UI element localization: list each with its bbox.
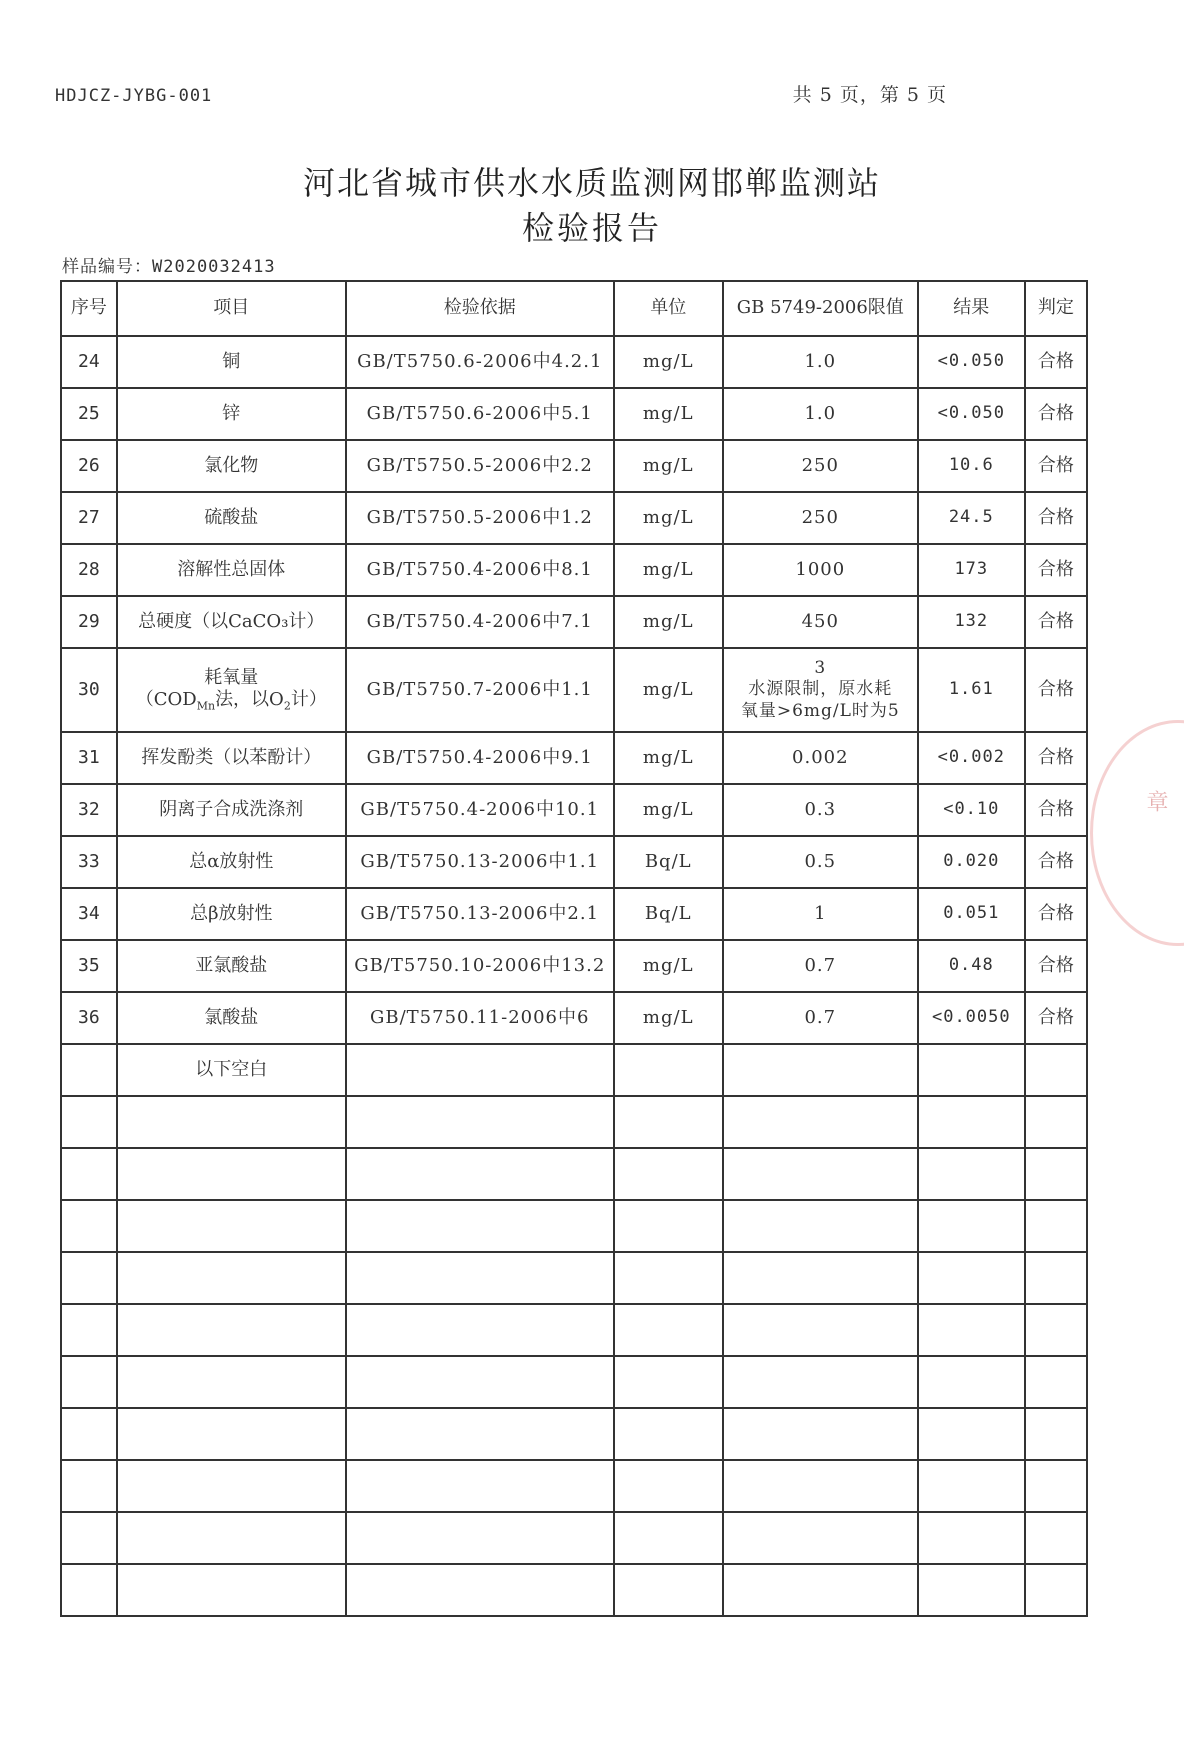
- cell-no: 34: [61, 888, 117, 940]
- cell-verdict: 合格: [1025, 992, 1087, 1044]
- cell-empty: [1025, 1044, 1087, 1096]
- table-row-empty: [61, 1512, 1087, 1564]
- cell-item-line1: 耗氧量: [204, 666, 259, 688]
- cell-result: 0.020: [918, 836, 1025, 888]
- cell-no: 32: [61, 784, 117, 836]
- table-row: [61, 836, 1087, 888]
- cell-verdict: 合格: [1025, 784, 1087, 836]
- cell-empty: [346, 1044, 614, 1096]
- cell-no: 24: [61, 336, 117, 388]
- cell-item: 铜: [117, 336, 346, 388]
- cell-basis: GB/T5750.4-2006中10.1: [346, 784, 614, 836]
- cell-basis: GB/T5750.7-2006中1.1: [346, 648, 614, 732]
- cell-limit-line3: 氧量>6mg/L时为5: [740, 700, 900, 721]
- cell-no: 25: [61, 388, 117, 440]
- table-row: [61, 888, 1087, 940]
- table-row-empty: [61, 1252, 1087, 1304]
- cell-result: <0.0050: [918, 992, 1025, 1044]
- cell-result: <0.10: [918, 784, 1025, 836]
- cell-limit: 1000: [723, 544, 918, 596]
- cell-no: 36: [61, 992, 117, 1044]
- cell-limit: 0.5: [723, 836, 918, 888]
- cell-limit-line2: 水源限制，原水耗: [748, 679, 893, 700]
- cell-empty: [723, 1044, 918, 1096]
- table-row-blank-note: [61, 1044, 1087, 1096]
- header-no: 序号: [61, 281, 117, 336]
- cell-verdict: 合格: [1025, 732, 1087, 784]
- table-row: [61, 940, 1087, 992]
- cell-no: 35: [61, 940, 117, 992]
- cell-no: 29: [61, 596, 117, 648]
- cell-result: 24.5: [918, 492, 1025, 544]
- cell-item: 总硬度（以CaCO₃计）: [117, 596, 346, 648]
- cell-basis: GB/T5750.4-2006中7.1: [346, 596, 614, 648]
- cell-basis: GB/T5750.13-2006中1.1: [346, 836, 614, 888]
- header-item: 项目: [117, 281, 346, 336]
- table-row: [61, 648, 1087, 732]
- header-unit: 单位: [614, 281, 723, 336]
- cell-item: 溶解性总固体: [117, 544, 346, 596]
- header-verdict: 判定: [1025, 281, 1087, 336]
- table-row-empty: [61, 1200, 1087, 1252]
- cell-basis: GB/T5750.11-2006中6: [346, 992, 614, 1044]
- cell-item: [117, 648, 346, 732]
- cell-unit: mg/L: [614, 336, 723, 388]
- cell-limit: 0.7: [723, 992, 918, 1044]
- cell-result: 1.61: [918, 648, 1025, 732]
- header-result: 结果: [918, 281, 1025, 336]
- cell-unit: mg/L: [614, 784, 723, 836]
- cell-basis: GB/T5750.4-2006中8.1: [346, 544, 614, 596]
- cell-verdict: 合格: [1025, 440, 1087, 492]
- table-row-empty: [61, 1096, 1087, 1148]
- table-row: [61, 336, 1087, 388]
- cell-unit: mg/L: [614, 648, 723, 732]
- cell-limit: 250: [723, 440, 918, 492]
- table-row-empty: [61, 1148, 1087, 1200]
- cell-verdict: 合格: [1025, 388, 1087, 440]
- table-header-row: [61, 281, 1087, 336]
- table-row-empty: [61, 1460, 1087, 1512]
- header-limit: GB 5749-2006限值: [723, 281, 918, 336]
- table-row: [61, 992, 1087, 1044]
- inspection-table: [60, 280, 1088, 1617]
- page-info: 共 5 页，第 5 页: [792, 84, 947, 106]
- cell-limit: 450: [723, 596, 918, 648]
- cell-basis: GB/T5750.5-2006中1.2: [346, 492, 614, 544]
- cell-no: 31: [61, 732, 117, 784]
- cell-verdict: 合格: [1025, 336, 1087, 388]
- report-title: 河北省城市供水水质监测网邯郸监测站: [302, 164, 881, 202]
- cell-unit: mg/L: [614, 992, 723, 1044]
- cell-basis: GB/T5750.6-2006中5.1: [346, 388, 614, 440]
- table-row: [61, 784, 1087, 836]
- table-row-empty: [61, 1564, 1087, 1616]
- cell-empty: [61, 1044, 117, 1096]
- official-seal-text: 章: [1143, 790, 1168, 812]
- cell-basis: GB/T5750.6-2006中4.2.1: [346, 336, 614, 388]
- cell-limit: [723, 648, 918, 732]
- cell-item: 亚氯酸盐: [117, 940, 346, 992]
- cell-item: 氯化物: [117, 440, 346, 492]
- cell-limit: 0.7: [723, 940, 918, 992]
- cell-result: <0.002: [918, 732, 1025, 784]
- cell-unit: mg/L: [614, 440, 723, 492]
- cell-item: 氯酸盐: [117, 992, 346, 1044]
- cell-result: 173: [918, 544, 1025, 596]
- cell-verdict: 合格: [1025, 596, 1087, 648]
- cell-basis: GB/T5750.13-2006中2.1: [346, 888, 614, 940]
- cell-item: 总β放射性: [117, 888, 346, 940]
- document-code: HDJCZ-JYBG-001: [55, 86, 213, 106]
- table-row: [61, 596, 1087, 648]
- header-basis: 检验依据: [346, 281, 614, 336]
- table-row: [61, 732, 1087, 784]
- cell-basis: GB/T5750.4-2006中9.1: [346, 732, 614, 784]
- cell-item: 总α放射性: [117, 836, 346, 888]
- blank-note: 以下空白: [117, 1044, 346, 1096]
- cell-unit: Bq/L: [614, 836, 723, 888]
- cell-empty: [614, 1044, 723, 1096]
- cell-result: 0.051: [918, 888, 1025, 940]
- cell-no: 33: [61, 836, 117, 888]
- cell-no: 27: [61, 492, 117, 544]
- report-subtitle: 检验报告: [521, 209, 662, 247]
- cell-verdict: 合格: [1025, 888, 1087, 940]
- cell-unit: mg/L: [614, 732, 723, 784]
- sample-number: [62, 252, 276, 277]
- cell-basis: GB/T5750.10-2006中13.2: [346, 940, 614, 992]
- table-row: [61, 544, 1087, 596]
- official-seal: [1090, 720, 1184, 946]
- cell-no: 28: [61, 544, 117, 596]
- table-row: [61, 440, 1087, 492]
- cell-unit: mg/L: [614, 940, 723, 992]
- cell-limit-line1: 3: [814, 658, 827, 679]
- cell-result: <0.050: [918, 336, 1025, 388]
- cell-limit: 1.0: [723, 388, 918, 440]
- cell-item: 挥发酚类（以苯酚计）: [117, 732, 346, 784]
- table-row: [61, 492, 1087, 544]
- sample-number-value: W2020032413: [152, 257, 276, 277]
- cell-verdict: 合格: [1025, 940, 1087, 992]
- table-row-empty: [61, 1304, 1087, 1356]
- cell-unit: mg/L: [614, 544, 723, 596]
- cell-no: 26: [61, 440, 117, 492]
- cell-unit: Bq/L: [614, 888, 723, 940]
- table-row: [61, 388, 1087, 440]
- cell-limit: 0.3: [723, 784, 918, 836]
- cell-verdict: 合格: [1025, 648, 1087, 732]
- cell-empty: [918, 1044, 1025, 1096]
- cell-result: 10.6: [918, 440, 1025, 492]
- table-row-empty: [61, 1356, 1087, 1408]
- cell-verdict: 合格: [1025, 836, 1087, 888]
- table-row-empty: [61, 1408, 1087, 1460]
- cell-item: 硫酸盐: [117, 492, 346, 544]
- cell-item: 锌: [117, 388, 346, 440]
- cell-result: 132: [918, 596, 1025, 648]
- cell-unit: mg/L: [614, 596, 723, 648]
- cell-result: 0.48: [918, 940, 1025, 992]
- cell-unit: mg/L: [614, 492, 723, 544]
- cell-unit: mg/L: [614, 388, 723, 440]
- cell-item-line2: （$COD_{Mn}$法，以$O_2$计）: [135, 689, 327, 713]
- cell-item: 阴离子合成洗涤剂: [117, 784, 346, 836]
- cell-limit: 0.002: [723, 732, 918, 784]
- cell-verdict: 合格: [1025, 492, 1087, 544]
- cell-limit: 250: [723, 492, 918, 544]
- cell-limit: 1.0: [723, 336, 918, 388]
- cell-result: <0.050: [918, 388, 1025, 440]
- sample-number-label: 样品编号：: [62, 257, 152, 277]
- cell-limit: 1: [723, 888, 918, 940]
- cell-verdict: 合格: [1025, 544, 1087, 596]
- cell-no: 30: [61, 648, 117, 732]
- cell-basis: GB/T5750.5-2006中2.2: [346, 440, 614, 492]
